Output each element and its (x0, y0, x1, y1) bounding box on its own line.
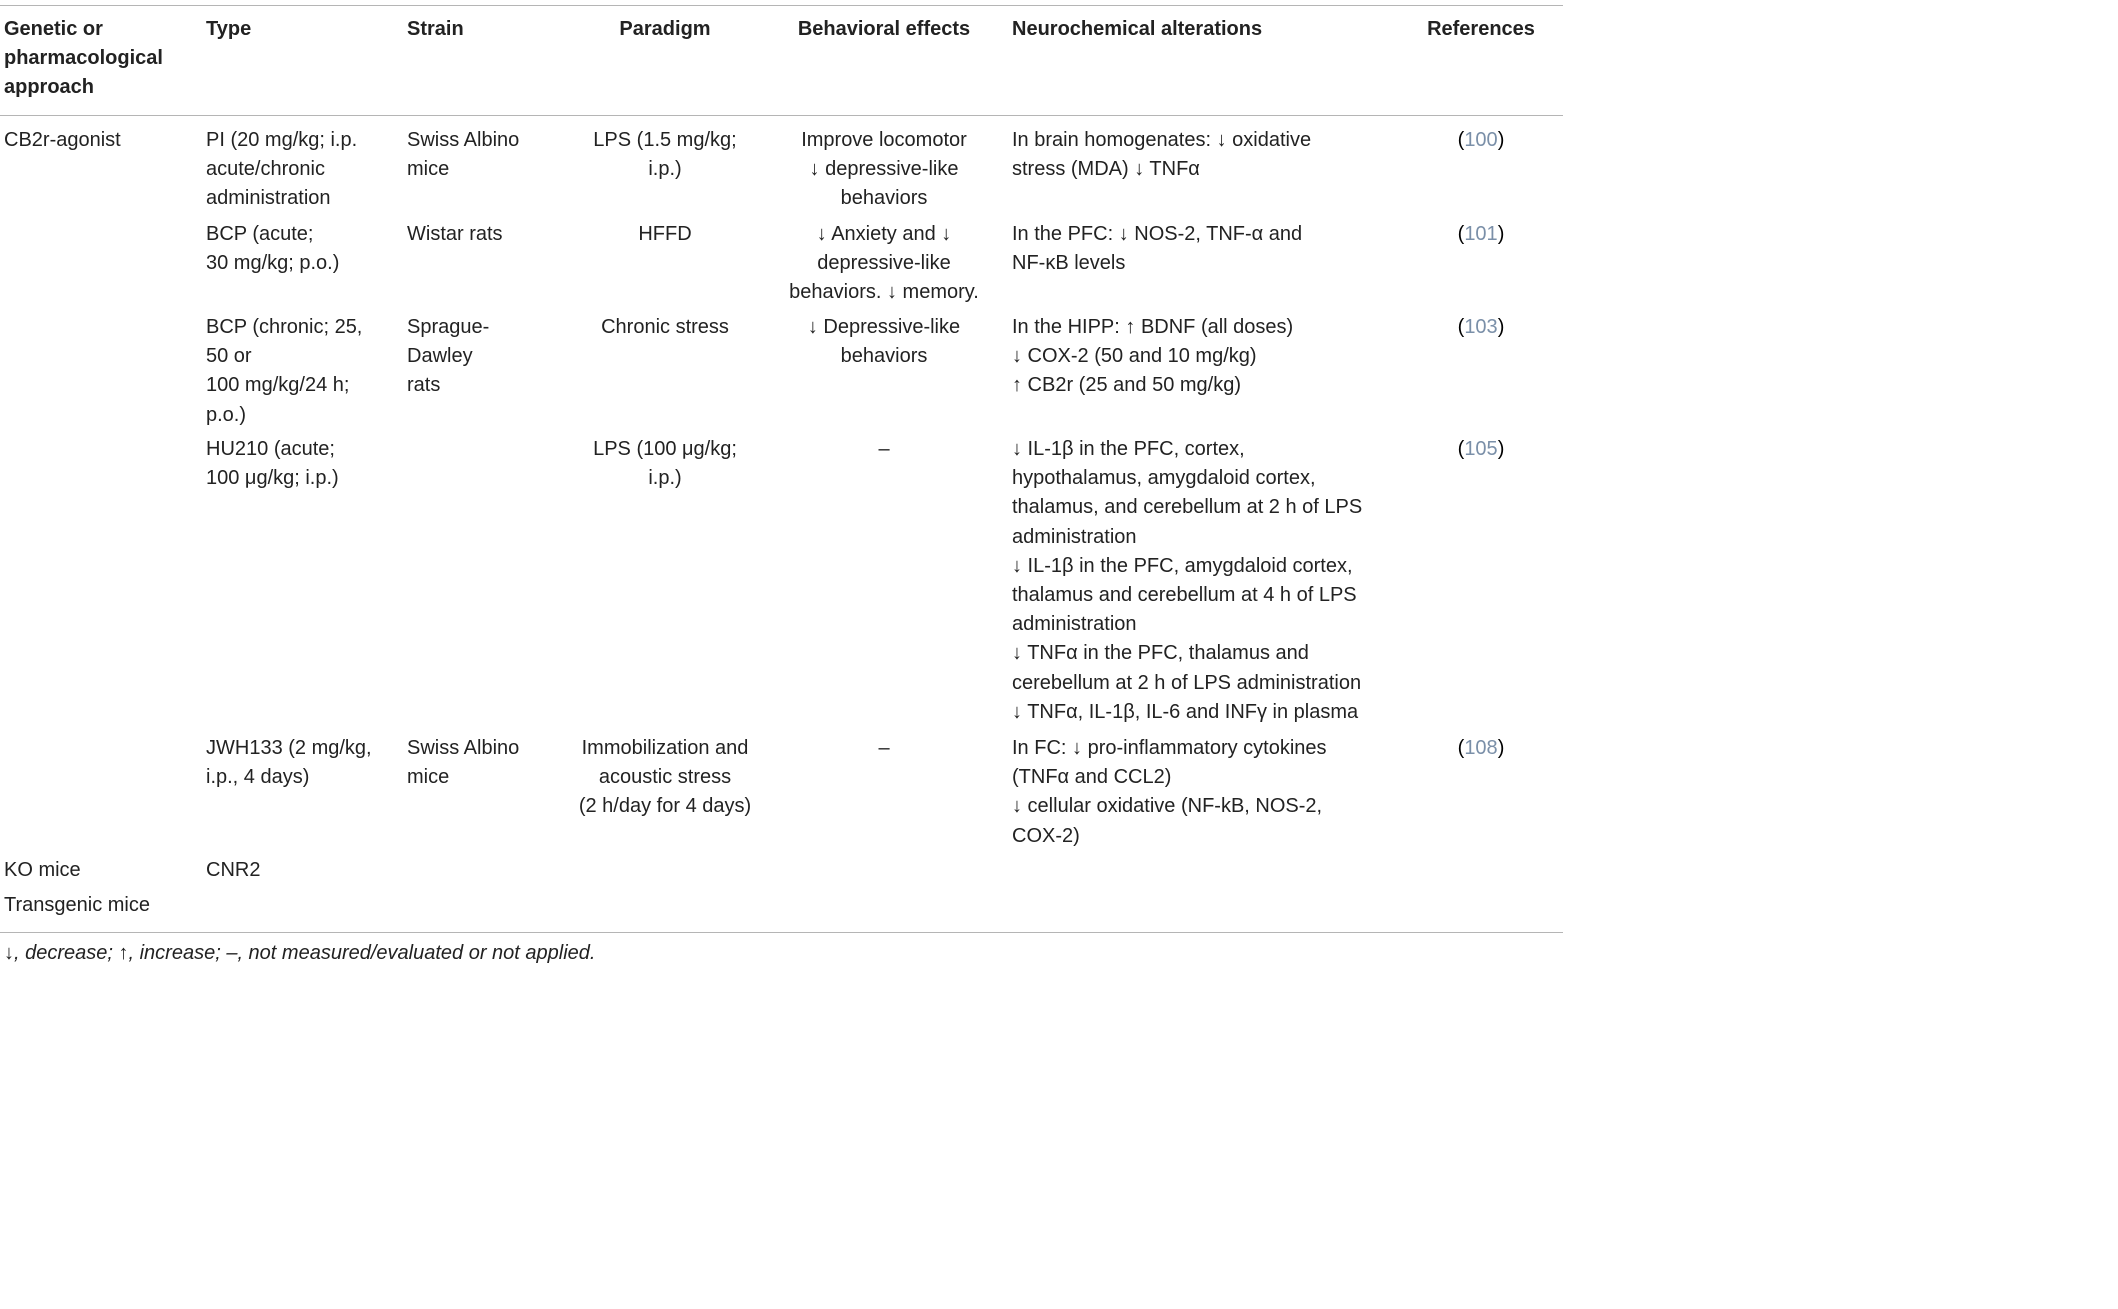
table-top-rule (0, 5, 1563, 6)
cell-neurochemical-alterations-line: ↓ TNFα, IL-1β, IL-6 and INFγ in plasma (1012, 700, 1359, 723)
cell-paradigm (565, 220, 765, 249)
reference-open-paren: ( (1457, 737, 1465, 759)
cell-neurochemical-alterations-line: administration (1012, 525, 1137, 548)
cell-strain (407, 220, 547, 249)
cell-neurochemical-alterations (1012, 313, 1402, 401)
cell-paradigm-line: (2 h/day for 4 days) (578, 795, 752, 818)
reference-close-paren: ) (1497, 316, 1505, 338)
cell-neurochemical-alterations-line: hypothalamus, amygdaloid cortex, (1012, 467, 1316, 490)
cell-neurochemical-alterations-line: In the HIPP: ↑ BDNF (all doses) (1012, 316, 1294, 338)
cell-behavioral-effects-line: behaviors (840, 345, 928, 368)
reference-close-paren: ) (1497, 223, 1505, 245)
cell-behavioral-effects (779, 313, 989, 371)
cell-neurochemical-alterations-line: In brain homogenates: ↓ oxidative (1012, 129, 1312, 151)
cell-type-line: i.p., 4 days) (206, 766, 310, 789)
cell-neurochemical-alterations-line: ↓ IL-1β in the PFC, amygdaloid cortex, (1012, 554, 1353, 577)
cell-type-line: JWH133 (2 mg/kg, (206, 737, 372, 759)
cell-paradigm-line: acoustic stress (598, 766, 732, 789)
table-header-rule (0, 115, 1563, 116)
cell-behavioral-effects (779, 435, 989, 464)
cell-type (206, 220, 396, 278)
reference-open-paren: ( (1457, 223, 1465, 245)
cell-behavioral-effects-line: ↓ Depressive-like (807, 316, 961, 338)
cell-references (1410, 435, 1552, 464)
cell-references (1410, 313, 1552, 342)
cell-type-line: administration (206, 187, 331, 210)
table-bottom-rule (0, 932, 1563, 933)
cell-behavioral-effects-line: ↓ Anxiety and ↓ (816, 223, 952, 245)
cell-type (206, 856, 396, 885)
cell-behavioral-effects-line: depressive-like (817, 252, 951, 275)
cell-paradigm-line: HFFD (638, 223, 692, 245)
header-behavioral-effects (779, 15, 989, 44)
cell-type-line: HU210 (acute; (206, 438, 335, 460)
cell-paradigm-line: LPS (1.5 mg/kg; (593, 129, 737, 151)
cell-neurochemical-alterations-line: In FC: ↓ pro-inflammatory cytokines (1012, 737, 1327, 759)
cell-neurochemical-alterations-line: thalamus and cerebellum at 4 h of LPS (1012, 584, 1357, 607)
cell-strain-line: mice (407, 158, 450, 181)
header-approach-line: Genetic or (4, 18, 103, 40)
cell-type-line: 100 mg/kg/24 h; (206, 374, 350, 397)
reference-close-paren: ) (1497, 438, 1505, 460)
cell-neurochemical-alterations-line: ↓ TNFα in the PFC, thalamus and (1012, 642, 1309, 665)
cell-neurochemical-alterations-line: ↓ cellular oxidative (NF-kB, NOS-2, (1012, 795, 1323, 818)
cell-behavioral-effects-line: – (878, 737, 890, 759)
header-behavioral-effects-line: Behavioral effects (797, 18, 971, 40)
cell-neurochemical-alterations-line: In the PFC: ↓ NOS-2, TNF-α and (1012, 223, 1303, 245)
cell-neurochemical-alterations (1012, 220, 1402, 278)
cell-type-line: PI (20 mg/kg; i.p. (206, 129, 358, 151)
cell-type-line: 50 or (206, 345, 252, 368)
cell-references (1410, 734, 1552, 763)
cell-behavioral-effects-line: Improve locomotor (801, 129, 967, 151)
cell-type (206, 126, 396, 214)
reference-link[interactable]: 108 (1464, 737, 1498, 759)
cell-paradigm-line: Chronic stress (601, 316, 729, 338)
reference-link[interactable]: 105 (1464, 438, 1498, 460)
table-footnote: ↓, decrease; ↑, increase; –, not measured/evaluated or not applied. (4, 942, 596, 964)
header-type-line: Type (206, 18, 252, 40)
cell-neurochemical-alterations (1012, 435, 1402, 727)
cell-type-line: 30 mg/kg; p.o.) (206, 252, 340, 275)
cell-paradigm-line: i.p.) (648, 158, 682, 181)
cell-type (206, 435, 396, 493)
header-approach-line: approach (4, 76, 95, 99)
header-references (1410, 15, 1552, 44)
cell-type-line: acute/chronic (206, 158, 325, 181)
cell-neurochemical-alterations-line: thalamus, and cerebellum at 2 h of LPS (1012, 496, 1363, 519)
cell-references (1410, 220, 1552, 249)
header-type (206, 15, 396, 44)
cell-neurochemical-alterations-line: stress (MDA) ↓ TNFα (1012, 158, 1200, 181)
cell-paradigm (565, 734, 765, 822)
cell-type-line: BCP (chronic; 25, (206, 316, 363, 338)
cell-strain (407, 126, 547, 184)
cell-behavioral-effects-line: behaviors. ↓ memory. (789, 281, 979, 304)
cell-strain-line: Dawley (407, 345, 473, 368)
cell-approach-line: Transgenic mice (4, 894, 150, 916)
header-neurochemical-alterations (1012, 15, 1402, 44)
cell-approach-line: CB2r-agonist (4, 129, 121, 151)
cell-paradigm (565, 126, 765, 184)
cell-strain-line: Swiss Albino (407, 737, 520, 759)
cell-neurochemical-alterations-line: NF-κB levels (1012, 252, 1126, 275)
header-paradigm-line: Paradigm (619, 18, 711, 40)
cell-behavioral-effects-line: ↓ depressive-like (809, 158, 959, 181)
cell-approach-line: KO mice (4, 859, 81, 881)
reference-link[interactable]: 103 (1464, 316, 1498, 338)
cell-neurochemical-alterations-line: (TNFα and CCL2) (1012, 766, 1172, 789)
cell-paradigm (565, 435, 765, 493)
header-approach (4, 15, 194, 103)
cell-paradigm-line: LPS (100 μg/kg; (593, 438, 737, 460)
header-strain-line: Strain (407, 18, 464, 40)
cell-behavioral-effects (779, 220, 989, 308)
cell-behavioral-effects-line: behaviors (840, 187, 928, 210)
header-paradigm (565, 15, 765, 44)
cell-neurochemical-alterations-line: cerebellum at 2 h of LPS administration (1012, 671, 1362, 694)
header-strain (407, 15, 547, 44)
cell-type-line: p.o.) (206, 403, 247, 426)
cell-approach (4, 891, 194, 920)
reference-open-paren: ( (1457, 316, 1465, 338)
cell-type-line: CNR2 (206, 859, 261, 881)
cell-neurochemical-alterations-line: ↑ CB2r (25 and 50 mg/kg) (1012, 374, 1241, 397)
cell-strain-line: Wistar rats (407, 223, 503, 245)
cell-strain-line: Swiss Albino (407, 129, 520, 151)
cell-neurochemical-alterations (1012, 734, 1402, 851)
cell-behavioral-effects (779, 734, 989, 763)
cell-approach (4, 126, 194, 155)
header-neurochemical-line: Neurochemical alterations (1012, 18, 1263, 40)
header-references-line: References (1427, 18, 1535, 40)
cell-type (206, 313, 396, 430)
cell-strain (407, 734, 547, 792)
cell-paradigm-line: i.p.) (648, 467, 682, 490)
cell-paradigm-line: Immobilization and (581, 737, 749, 759)
cell-behavioral-effects-line: – (878, 438, 890, 460)
reference-open-paren: ( (1457, 129, 1465, 151)
cell-neurochemical-alterations (1012, 126, 1402, 184)
cell-strain (407, 313, 547, 401)
reference-link[interactable]: 100 (1464, 129, 1498, 151)
cell-neurochemical-alterations-line: ↓ IL-1β in the PFC, cortex, (1012, 438, 1245, 460)
cell-behavioral-effects (779, 126, 989, 214)
cell-neurochemical-alterations-line: ↓ COX-2 (50 and 10 mg/kg) (1012, 345, 1257, 368)
cell-paradigm (565, 313, 765, 342)
cell-strain-line: Sprague- (407, 316, 490, 338)
cell-strain-line: mice (407, 766, 450, 789)
cell-approach (4, 856, 194, 885)
cell-type (206, 734, 396, 792)
reference-link[interactable]: 101 (1464, 223, 1498, 245)
cell-strain-line: rats (407, 374, 441, 397)
cell-type-line: BCP (acute; (206, 223, 314, 245)
cell-neurochemical-alterations-line: administration (1012, 613, 1137, 636)
reference-close-paren: ) (1497, 129, 1505, 151)
reference-open-paren: ( (1457, 438, 1465, 460)
cell-neurochemical-alterations-line: COX-2) (1012, 824, 1080, 847)
cell-references (1410, 126, 1552, 155)
header-approach-line: pharmacological (4, 47, 163, 70)
reference-close-paren: ) (1497, 737, 1505, 759)
cell-type-line: 100 μg/kg; i.p.) (206, 467, 339, 490)
